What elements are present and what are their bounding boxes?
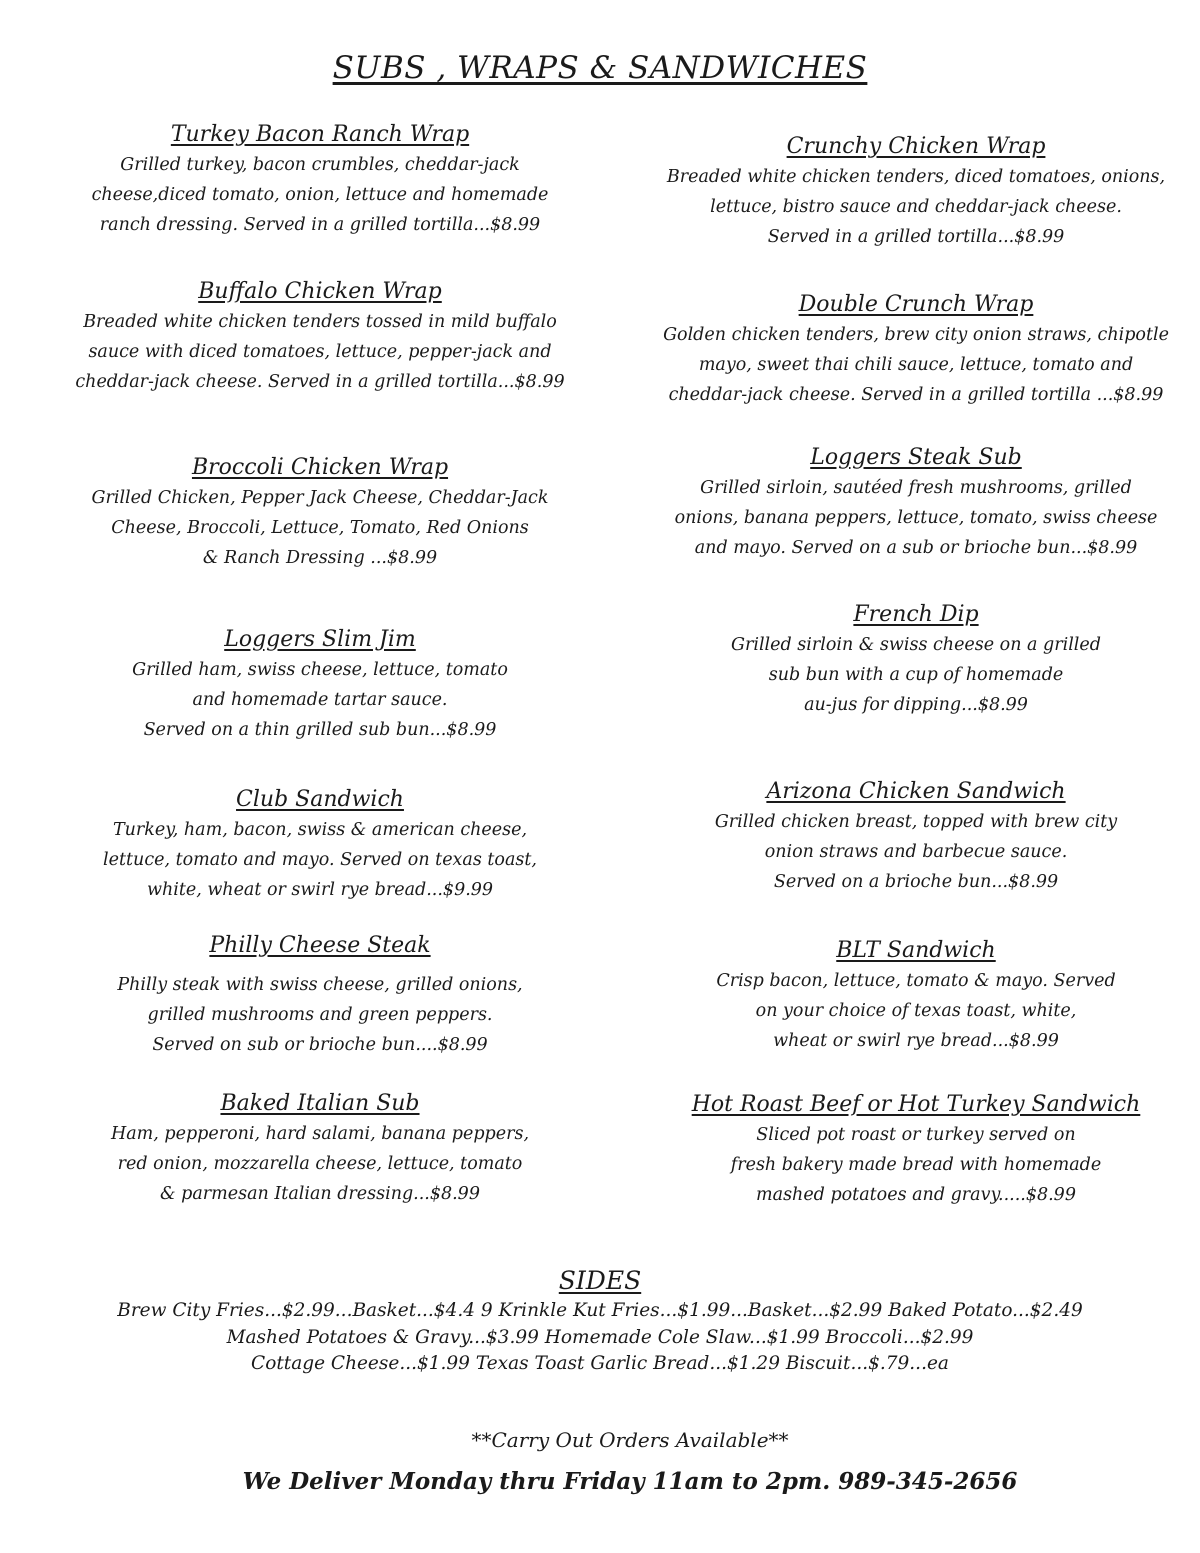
sides-line: Mashed Potatoes & Gravy...$3.99 Homemade Cole Slaw...$1.99 Broccoli...$2.99 <box>226 1326 974 1348</box>
sides-title: SIDES <box>558 1266 642 1295</box>
menu-item-name: Double Crunch Wrap <box>798 292 1034 317</box>
menu-item-arizona-chicken-sandwich <box>636 777 1196 897</box>
menu-item-description: Golden chicken tenders, brew city onion straws, chipotle mayo, sweet thai chili sauce, lettuce, tomato and cheddar-jack cheese. Served in a grilled tortilla ...$8.99 <box>663 325 1169 405</box>
menu-item-name: Arizona Chicken Sandwich <box>766 779 1066 804</box>
menu-item-name: Club Sandwich <box>236 787 404 812</box>
delivery-notice: We Deliver Monday thru Friday 11am to 2pm. 989-345-2656 <box>242 1468 1018 1495</box>
menu-item-loggers-steak-sub <box>636 443 1196 563</box>
menu-item-name: Turkey Bacon Ranch Wrap <box>170 122 470 147</box>
menu-item-description: Breaded white chicken tenders tossed in mild buffalo sauce with diced tomatoes, lettuce, pepper-jack and cheddar-jack cheese. Served in a grilled tortilla...$8.99 <box>75 312 565 392</box>
menu-item-description: Grilled sirloin, sautéed fresh mushrooms, grilled onions, banana peppers, lettuce, tomato, swiss cheese and mayo. Served on a sub or brioche bun...$8.99 <box>674 478 1158 558</box>
menu-item-hot-roast-beef-or-turkey <box>636 1090 1196 1210</box>
menu-item-description: Breaded white chicken tenders, diced tomatoes, onions, lettuce, bistro sauce and cheddar-jack cheese. Served in a grilled tortilla...$8.99 <box>666 167 1166 247</box>
menu-item-description: Ham, pepperoni, hard salami, banana peppers, red onion, mozzarella cheese, lettuce, tomato & parmesan Italian dressing...$8.99 <box>110 1124 530 1204</box>
menu-item-name: Loggers Slim Jim <box>224 627 416 652</box>
sides-section <box>0 1264 1200 1378</box>
menu-item-description: Philly steak with swiss cheese, grilled onions, grilled mushrooms and green peppers. Served on sub or brioche bun....$8.99 <box>117 975 523 1055</box>
page-title: SUBS , WRAPS & SANDWICHES <box>332 50 868 86</box>
menu-item-club-sandwich <box>40 785 600 905</box>
menu-item-description: Turkey, ham, bacon, swiss & american cheese, lettuce, tomato and mayo. Served on texas toast, white, wheat or swirl rye bread...$9.99 <box>103 820 537 900</box>
menu-item-crunchy-chicken-wrap <box>636 132 1196 252</box>
menu-item-name: Loggers Steak Sub <box>810 445 1022 470</box>
menu-item-name: Philly Cheese Steak <box>209 933 431 958</box>
menu-item-philly-cheese-steak <box>40 931 600 1060</box>
menu-item-broccoli-chicken-wrap <box>40 453 600 573</box>
menu-item-name: French Dip <box>853 602 979 627</box>
menu-item-description: Crisp bacon, lettuce, tomato & mayo. Served on your choice of texas toast, white, wheat or swirl rye bread...$8.99 <box>716 971 1116 1051</box>
menu-item-name: Broccoli Chicken Wrap <box>191 455 449 480</box>
menu-item-double-crunch-wrap <box>636 290 1196 410</box>
menu-item-name: Buffalo Chicken Wrap <box>198 279 442 304</box>
menu-item-blt-sandwich <box>636 936 1196 1056</box>
menu-item-name: Crunchy Chicken Wrap <box>786 134 1046 159</box>
menu-item-baked-italian-sub <box>40 1089 600 1209</box>
menu-item-description: Grilled Chicken, Pepper Jack Cheese, Cheddar-Jack Cheese, Broccoli, Lettuce, Tomato, Red Onions & Ranch Dressing ...$8.99 <box>91 488 549 568</box>
menu-item-description: Sliced pot roast or turkey served on fresh bakery made bread with homemade mashed potatoes and gravy.....$8.99 <box>730 1125 1102 1205</box>
menu-item-name: Baked Italian Sub <box>220 1091 420 1116</box>
sides-line: Cottage Cheese...$1.99 Texas Toast Garlic Bread...$1.29 Biscuit...$.79...ea <box>251 1353 949 1374</box>
carry-out-notice: **Carry Out Orders Available** <box>471 1428 789 1452</box>
menu-item-loggers-slim-jim <box>40 625 600 745</box>
menu-item-french-dip <box>636 600 1196 720</box>
menu-item-description: Grilled sirloin & swiss cheese on a grilled sub bun with a cup of homemade au-jus for dipping...$8.99 <box>731 635 1101 715</box>
menu-item-name: Hot Roast Beef or Hot Turkey Sandwich <box>691 1092 1141 1117</box>
sides-line: Brew City Fries...$2.99...Basket...$4.4 9 Krinkle Kut Fries...$1.99...Basket...$2.99 Baked Potato...$2.49 <box>117 1300 1083 1321</box>
menu-item-name: BLT Sandwich <box>836 938 996 963</box>
menu-item-description: Grilled chicken breast, topped with brew city onion straws and barbecue sauce. Served on a brioche bun...$8.99 <box>714 812 1118 892</box>
menu-item-description: Grilled ham, swiss cheese, lettuce, tomato and homemade tartar sauce. Served on a thin grilled sub bun...$8.99 <box>132 660 508 740</box>
menu-item-turkey-bacon-ranch-wrap <box>40 120 600 240</box>
menu-item-buffalo-chicken-wrap <box>40 277 600 397</box>
menu-item-description: Grilled turkey, bacon crumbles, cheddar-jack cheese,diced tomato, onion, lettuce and homemade ranch dressing. Served in a grilled tortilla...$8.99 <box>91 155 549 235</box>
